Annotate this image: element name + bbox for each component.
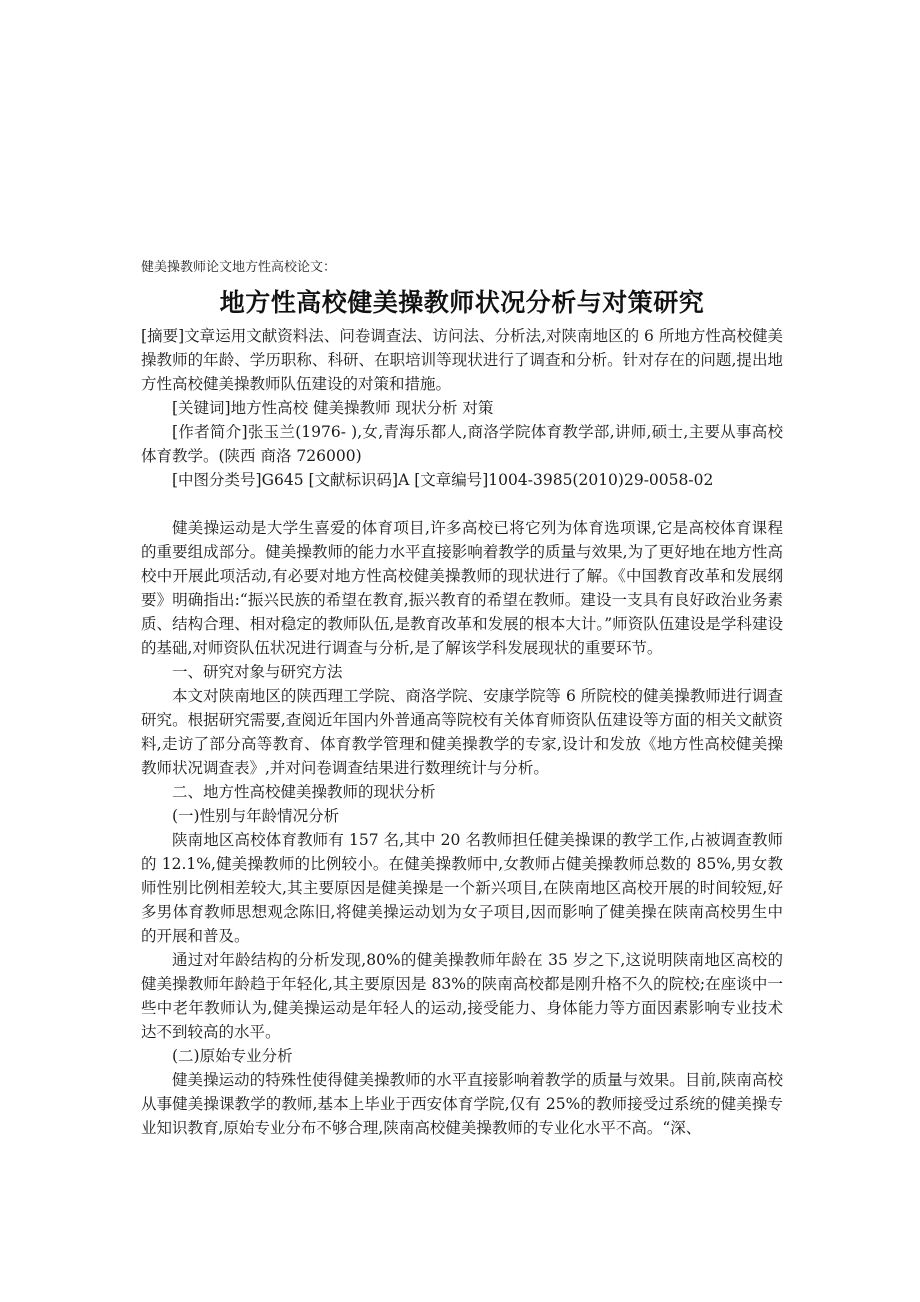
subsection-heading-2: (二)原始专业分析: [172, 1047, 293, 1065]
intro-paragraph: 健美操运动是大学生喜爱的体育项目,许多高校已将它列为体育选项课,它是高校体育课程的重要组成部分。健美操教师的能力水平直接影响着教学的质量与效果,为了更好地在地方性高校中开展此项活动,有必要对地方性高校健美操教师的现状进行了解。《中国教育改革和发展纲要》明确指出:“振兴民族的希望在教育,振兴教育的希望在教师。建设一支具有良好政治业务素质、结构合理、相对稳定的教师队伍,是教育改革和发展的根本大计。”师资队伍建设是学科建设的基础,对师资队伍状况进行调查与分析,是了解该学科发展现状的重要环节。: [141, 519, 783, 657]
keywords: [关键词]地方性高校 健美操教师 现状分析 对策: [172, 399, 494, 417]
section-1-paragraph: 本文对陕南地区的陕西理工学院、商洛学院、安康学院等 6 所院校的健美操教师进行调查研究。根据研究需要,查阅近年国内外普通高等院校有关体育师资队伍建设等方面的相关文献资料,走访了部分高等教育、体育教学管理和健美操教学的专家,设计和发放《地方性高校健美操教师状况调查表》,并对问卷调查结果进行数理统计与分析。: [141, 687, 783, 777]
document-content: [141, 258, 783, 1140]
section-heading-2: 二、地方性高校健美操教师的现状分析: [172, 783, 436, 801]
article-title: 地方性高校健美操教师状况分析与对策研究: [219, 288, 705, 317]
subsection-1-paragraph-2: 通过对年龄结构的分析发现,80%的健美操教师年龄在 35 岁之下,这说明陕南地区高校的健美操教师年龄趋于年轻化,其主要原因是 83%的陕南高校都是刚升格不久的院校;在座谈中一些中老年教师认为,健美操运动是年轻人的运动,接受能力、身体能力等方面因素影响专业技术达不到较高的水平。: [141, 951, 783, 1041]
subsection-2-paragraph-1: 健美操运动的特殊性使得健美操教师的水平直接影响着教学的质量与效果。目前,陕南高校从事健美操课教学的教师,基本上毕业于西安体育学院,仅有 25%的教师接受过系统的健美操专业知识教育,原始专业分布不够合理,陕南高校健美操教师的专业化水平不高。“深、: [141, 1071, 783, 1137]
abstract: [摘要]文章运用文献资料法、问卷调查法、访问法、分析法,对陕南地区的 6 所地方性高校健美操教师的年龄、学历职称、科研、在职培训等现状进行了调查和分析。针对存在的问题,提出地方性高校健美操教师队伍建设的对策和措施。: [141, 327, 783, 393]
classification-codes: [中图分类号]G645 [文献标识码]A [文章编号]1004-3985(2010)29-0058-02: [172, 471, 714, 489]
section-heading-1: 一、研究对象与研究方法: [172, 663, 343, 681]
subsection-1-paragraph-1: 陕南地区高校体育教师有 157 名,其中 20 名教师担任健美操课的教学工作,占被调查教师的 12.1%,健美操教师的比例较小。在健美操教师中,女教师占健美操教师总数的 85%,男女教师性别比例相差较大,其主要原因是健美操是一个新兴项目,在陕南地区高校开展的时间较短,好多男体育教师思想观念陈旧,将健美操运动划为女子项目,因而影响了健美操在陕南高校男生中的开展和普及。: [141, 831, 783, 945]
subsection-heading-1: (一)性别与年龄情况分析: [172, 807, 340, 825]
blank-line: [141, 492, 783, 516]
category-line: 健美操教师论文地方性高校论文：: [141, 260, 337, 275]
author-bio: [作者简介]张玉兰(1976- ),女,青海乐都人,商洛学院体育教学部,讲师,硕士,主要从事高校体育教学。(陕西 商洛 726000): [141, 423, 783, 465]
